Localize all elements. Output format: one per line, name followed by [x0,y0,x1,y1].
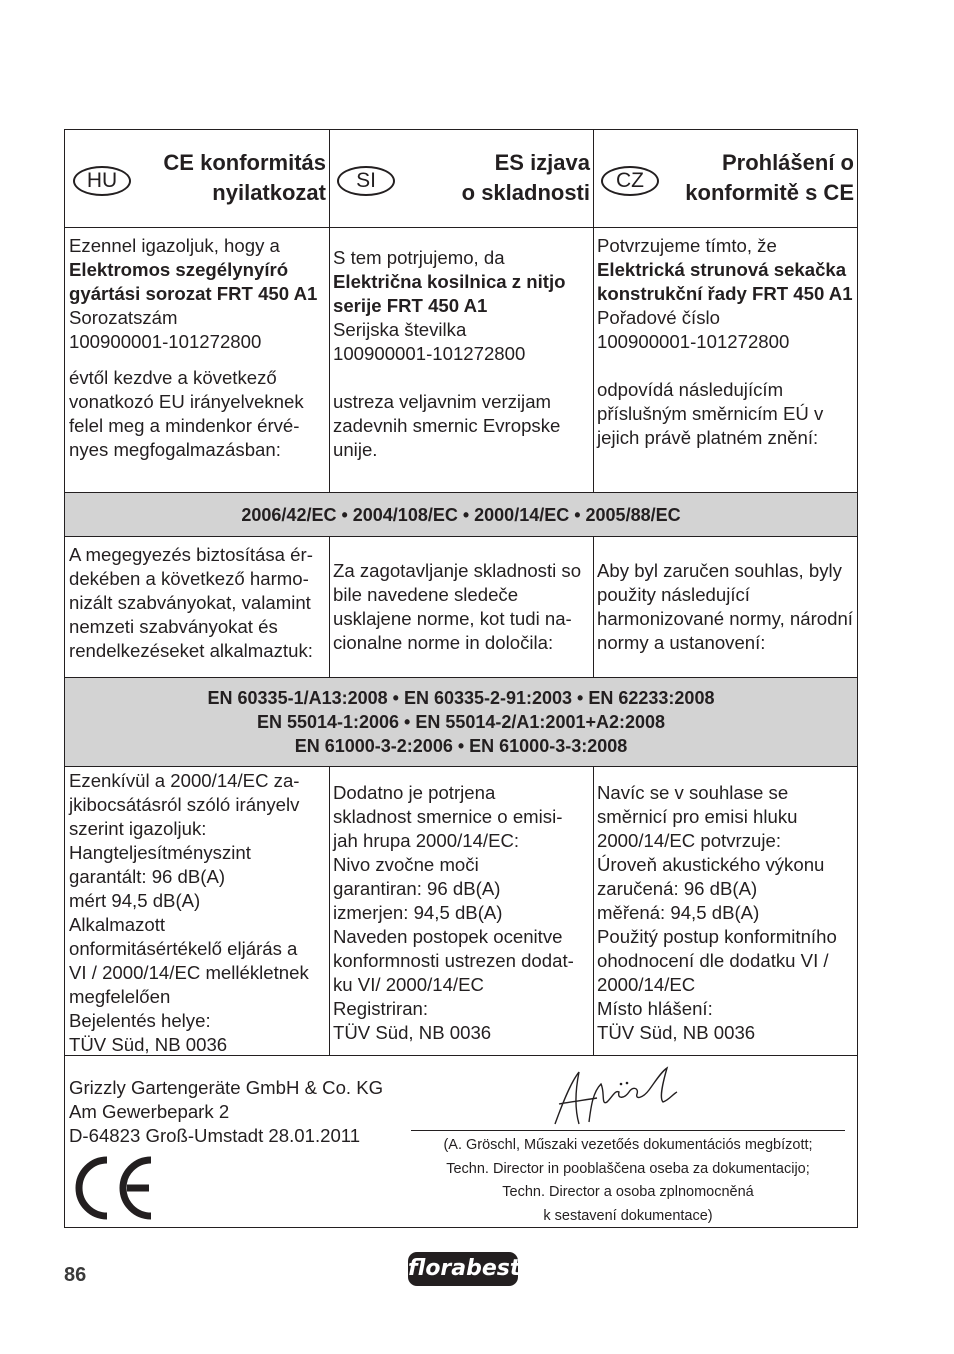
noise-line: Hangteljesítményszint [69,842,251,863]
noise-line: onformitásértékelő eljárás a [69,938,298,959]
standards-intro-cz: Aby byl zaručen souhlas, byly použity následující harmonizované normy, národní normy a ustanovení: [597,560,853,653]
declaration-cell-cz [597,234,855,450]
header-title-cz [661,148,854,208]
conformity-text: odpovídá následujícím příslušným směrnicím EÚ v jejich právě platném znění: [597,379,824,448]
manufacturer-address [69,1076,409,1148]
noise-line: Alkalmazott [69,914,166,935]
noise-line: Navíc se v souhlase se [597,782,789,803]
noise-line: TÜV Süd, NB 0036 [333,1022,492,1043]
signature-icon [545,1062,695,1132]
noise-line: měřená: 94,5 dB(A) [597,902,760,923]
ce-mark-icon [71,1156,155,1220]
noise-line: Naveden postopek ocenitve [333,926,563,947]
noise-line: Nivo zvočne moči [333,854,479,875]
noise-cell-hu [69,769,327,1057]
conformity-text: évtől kezdve a következő vonatkozó EU irányelveknek felel meg a mindenkor érvé-nyes megfogalmazásban: [69,367,304,460]
standards-intro-hu: A megegyezés biztosítása ér-dekében a következő harmo-nizált szabványokat, valamint nemzeti szabványokat és rendelkezéseket alkalmaztuk: [69,544,313,661]
noise-line: ohodnocení dle dodatku VI / [597,950,829,971]
noise-line: ku VI/ 2000/14/EC [333,974,484,995]
product-name: Elektromos szegélynyíró gyártási sorozat FRT 450 A1 [69,259,318,304]
noise-line: 2000/14/EC [597,974,696,995]
serial-label: Sorozatszám [69,307,178,328]
noise-line: Úroveň akustického výkonu [597,854,825,875]
noise-line: garantiran: 96 dB(A) [333,878,501,899]
header-title-cz-line2: konformitě s CE [685,180,854,205]
header-title-si-line1: ES izjava [494,150,590,175]
standards-intro-si: Za zagotavljanje skladnosti so bile navedene sledeče usklajene norme, kot tudi na-cionalne norme in določila: [333,560,582,653]
noise-line: konformnosti ustrezen dodat- [333,950,574,971]
language-badge-si: SI [337,166,395,196]
noise-line: garantált: 96 dB(A) [69,866,226,887]
signatory-note-line: Techn. Director in pooblaščena oseba za dokumentacijo; [446,1160,810,1177]
noise-line: Bejelentés helye: [69,1010,211,1031]
city-and-date: D-64823 Groß-Umstadt 28.01.2011 [69,1125,361,1146]
noise-line: 2000/14/EC potvrzuje: [597,830,781,851]
noise-line: Použitý postup konformitního [597,926,837,947]
declaration-table [64,129,858,1228]
serial-label: Pořadové číslo [597,307,720,328]
noise-line: Registriran: [333,998,429,1019]
declaration-cell-si [333,246,591,462]
noise-line: zaručená: 96 dB(A) [597,878,758,899]
page-number: 86 [64,1264,87,1286]
noise-line: szerint igazoljuk: [69,818,207,839]
standards-line-2: EN 55014-1:2006 • EN 55014-2/A1:2001+A2:2008 [256,712,666,732]
header-title-hu-line1: CE konformitás [163,150,326,175]
noise-cell-cz [597,781,855,1045]
noise-cell-si [333,781,591,1045]
intro-text: Ezennel igazoljuk, hogy a [69,235,280,256]
noise-line: skladnost smernice o emisi- [333,806,563,827]
noise-line: TÜV Süd, NB 0036 [69,1034,228,1055]
header-title-cz-line1: Prohlášení o [721,150,854,175]
noise-line: megfelelően [69,986,171,1007]
signature-line [411,1130,845,1131]
serial-range: 100900001-101272800 [333,343,526,364]
noise-line: Dodatno je potrjena [333,782,496,803]
intro-text: Potvrzujeme tímto, že [597,235,777,256]
signatory-note-line: Techn. Director a osoba zplnomocněná [502,1184,754,1200]
serial-range: 100900001-101272800 [597,331,790,352]
column-divider [329,766,330,1055]
noise-line: jkibocsátásról szóló irányelv [69,794,300,815]
noise-line: jah hrupa 2000/14/EC: [333,830,520,851]
header-title-si [399,148,590,208]
conformity-text: ustreza veljavnim verzijam zadevnih smernic Evropske unije. [333,391,561,460]
intro-text: S tem potrjujemo, da [333,247,505,268]
noise-line: mért 94,5 dB(A) [69,890,201,911]
signatory-note-line: (A. Gröschl, Műszaki vezetőés dokumentációs megbízott; [443,1137,813,1153]
row-divider [65,227,857,228]
noise-line: TÜV Süd, NB 0036 [597,1022,756,1043]
standards-line-1: EN 60335-1/A13:2008 • EN 60335-2-91:2003 • EN 62233:2008 [207,688,715,708]
language-badge-cz: CZ [601,166,659,196]
column-divider [329,536,330,677]
serial-range: 100900001-101272800 [69,331,262,352]
noise-line: VI / 2000/14/EC mellékletnek [69,962,309,983]
noise-line: směrnicí pro emisi hluku [597,806,798,827]
noise-line: izmerjen: 94,5 dB(A) [333,902,503,923]
column-divider [593,766,594,1055]
column-divider [593,536,594,677]
language-badge-hu: HU [73,166,131,196]
product-name: Elektrická strunová sekačka konstrukční řady FRT 450 A1 [597,259,853,304]
noise-line: Místo hlášení: [597,998,713,1019]
header-title-hu-line2: nyilatkozat [212,180,326,205]
brand-logo: florabest [408,1252,518,1286]
column-divider [329,130,330,492]
standards-line-3: EN 61000-3-2:2006 • EN 61000-3-3:2008 [294,736,628,756]
header-title-si-line2: o skladnosti [461,180,590,205]
signatory-note [411,1134,845,1228]
street-address: Am Gewerbepark 2 [69,1101,230,1122]
signatory-note-line: k sestavení dokumentace) [543,1207,713,1224]
noise-line: Ezenkívül a 2000/14/EC za- [69,770,300,791]
serial-label: Serijska številka [333,319,467,340]
declaration-cell-hu [69,234,327,462]
directives-list: 2006/42/EC • 2004/108/EC • 2000/14/EC • 2005/88/EC [241,505,681,525]
company-name: Grizzly Gartengeräte GmbH & Co. KG [69,1077,384,1098]
header-title-hu [135,148,326,208]
row-divider [65,766,857,767]
column-divider [593,130,594,492]
product-name: Električna kosilnica z nitjo serije FRT 450 A1 [333,271,566,316]
row-divider [65,536,857,537]
